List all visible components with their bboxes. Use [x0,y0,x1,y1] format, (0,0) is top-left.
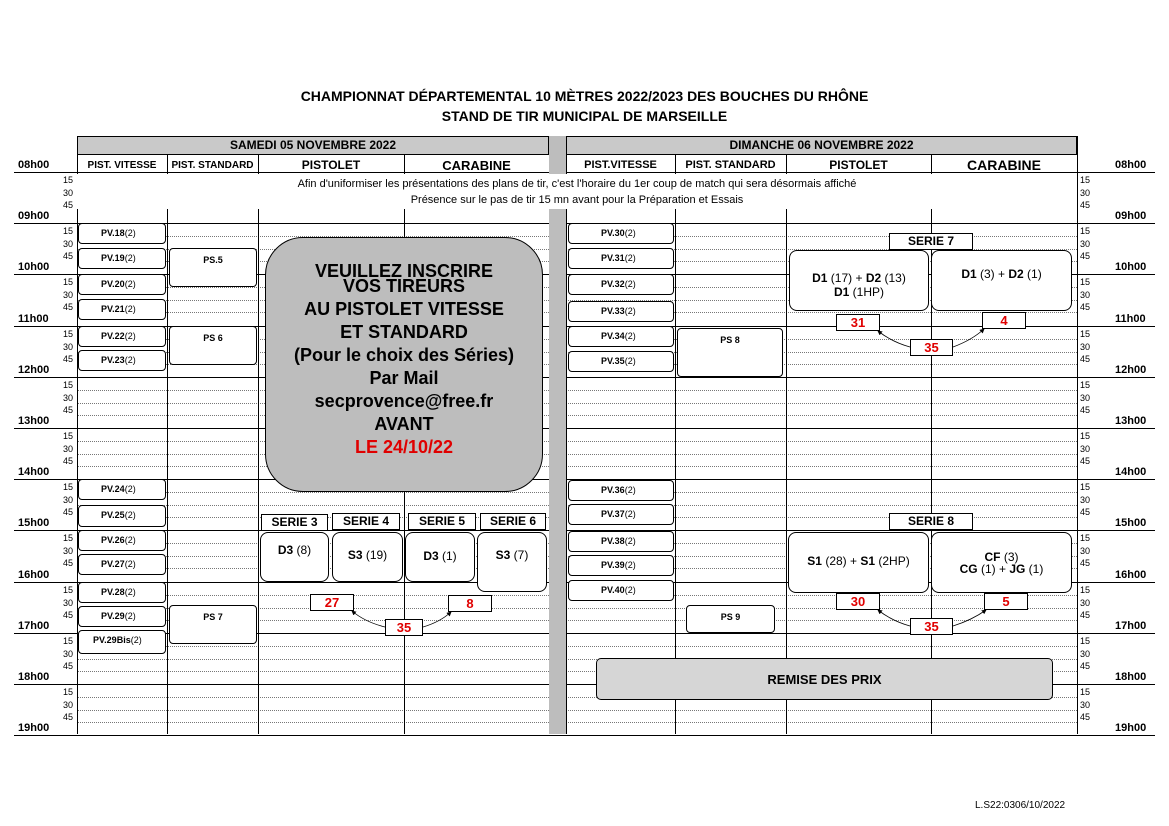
minute-label-left: 15 [63,380,74,390]
minute-label-right: 30 [1080,290,1091,300]
minute-label-right: 15 [1080,175,1091,185]
title-line-2: STAND DE TIR MUNICIPAL DE MARSEILLE [441,108,728,124]
minute-label-left: 45 [63,558,74,568]
col-header-sun-carabine: CARABINE [967,157,1041,173]
pv-slot: PV.35(2) [568,351,674,372]
count-box: 27 [310,594,354,611]
minute-label-left: 30 [63,546,74,556]
minute-label-left: 45 [63,251,74,261]
minute-label-right: 15 [1080,585,1091,595]
ps-slot: PS.5 [169,248,257,287]
minute-label-left: 15 [63,329,74,339]
hour-label-right: 13h00 [1115,415,1147,427]
col-header-sat-pist-vitesse: PIST. VITESSE [87,160,157,171]
count-box: 35 [910,618,953,635]
minute-label-right: 15 [1080,533,1091,543]
pv-slot: PV.39(2) [568,555,674,576]
pv-slot: PV.36(2) [568,480,674,501]
minute-label-left: 15 [63,175,74,185]
hour-label-right: 19h00 [1115,722,1147,734]
pv-slot: PV.22(2) [78,326,166,347]
minute-label-right: 15 [1080,482,1091,492]
pv-slot: PV.29Bis(2) [78,630,166,654]
category-box: D3 (8) [260,532,329,582]
minute-label-left: 15 [63,585,74,595]
pv-slot: PV.20(2) [78,274,166,295]
minute-label-right: 45 [1080,405,1091,415]
pv-slot: PV.32(2) [568,274,674,295]
hour-label-left: 13h00 [18,415,50,427]
notice-line: VEUILLEZ INSCRIRE [314,261,493,281]
minute-label-left: 30 [63,495,74,505]
pv-slot: PV.33(2) [568,301,674,322]
serie-label: SERIE 7 [889,233,973,250]
serie-label: SERIE 6 [480,513,546,530]
minute-label-left: 30 [63,239,74,249]
pv-slot: PV.24(2) [78,479,166,500]
minute-label-right: 45 [1080,507,1091,517]
minute-label-left: 45 [63,507,74,517]
hour-label-right: 09h00 [1115,210,1147,222]
hour-label-left: 15h00 [18,517,50,529]
category-box: S1 (28) + S1 (2HP) [788,532,929,593]
minute-label-left: 15 [63,687,74,697]
minute-label-left: 45 [63,302,74,312]
minute-label-left: 45 [63,712,74,722]
hour-label-right: 10h00 [1115,261,1147,273]
hour-label-right: 08h00 [1115,159,1147,171]
count-box: 4 [982,312,1026,329]
ps-slot: PS 6 [169,326,257,365]
minute-label-right: 30 [1080,649,1091,659]
minute-label-right: 30 [1080,239,1091,249]
pv-slot: PV.21(2) [78,299,166,320]
minute-label-left: 45 [63,405,74,415]
serie-label: SERIE 8 [889,513,973,530]
minute-label-right: 15 [1080,636,1091,646]
notice-line: (Pour le choix des Séries) [293,345,515,365]
hour-label-left: 11h00 [18,313,49,325]
category-box: S3 (7) [477,532,547,592]
minute-label-right: 15 [1080,380,1091,390]
notice-line: AU PISTOLET VITESSE [304,299,504,319]
minute-label-left: 45 [63,661,74,671]
category-box: D1 (3) + D2 (1) [931,250,1072,311]
count-box: 35 [910,339,953,356]
minute-label-left: 15 [63,431,74,441]
notice-line: VOS TIREURS [342,276,466,296]
minute-label-right: 15 [1080,277,1091,287]
minute-label-right: 45 [1080,558,1091,568]
minute-label-left: 30 [63,290,74,300]
hour-label-left: 12h00 [18,364,50,376]
hour-label-left: 19h00 [18,722,50,734]
minute-label-right: 30 [1080,495,1091,505]
day-header-saturday: SAMEDI 05 NOVEMBRE 2022 [77,136,549,155]
col-header-sat-carabine: CARABINE [442,158,511,173]
pv-slot: PV.18(2) [78,223,166,244]
hour-label-right: 11h00 [1115,313,1146,325]
minute-label-left: 45 [63,200,74,210]
notice-line: ET STANDARD [340,322,468,342]
pv-slot: PV.19(2) [78,248,166,269]
minute-label-left: 30 [63,444,74,454]
minute-label-left: 15 [63,533,74,543]
hour-label-left: 16h00 [18,569,50,581]
minute-label-right: 30 [1080,342,1091,352]
prize-ceremony: REMISE DES PRIX [596,658,1053,700]
pv-slot: PV.38(2) [568,531,674,552]
pv-slot: PV.27(2) [78,554,166,575]
serie-label: SERIE 3 [261,514,328,531]
category-box: CF (3) CG (1) + JG (1) [931,532,1072,593]
minute-label-right: 30 [1080,546,1091,556]
col-header-sun-pist-vitesse: PIST.VITESSE [584,159,657,171]
pv-slot: PV.37(2) [568,504,674,525]
minute-label-right: 30 [1080,700,1091,710]
hour-label-left: 10h00 [18,261,50,273]
document-reference: L.S22:0306/10/2022 [975,800,1066,811]
pv-slot: PV.40(2) [568,580,674,601]
pv-slot: PV.30(2) [568,223,674,244]
minute-label-right: 15 [1080,687,1091,697]
pv-slot: PV.26(2) [78,530,166,551]
category-box: S3 (19) [332,532,403,582]
pv-slot: PV.28(2) [78,582,166,603]
minute-label-right: 45 [1080,354,1091,364]
minute-label-left: 30 [63,393,74,403]
minute-label-left: 45 [63,610,74,620]
hour-label-right: 18h00 [1115,671,1147,683]
hour-label-right: 12h00 [1115,364,1147,376]
count-box: 8 [448,595,492,612]
minute-label-left: 15 [63,482,74,492]
minute-label-left: 15 [63,636,74,646]
col-header-sat-pistolet: PISTOLET [301,158,361,172]
minute-label-right: 30 [1080,444,1091,454]
notice-deadline: LE 24/10/22 [354,437,454,457]
ps-slot: PS 7 [169,605,257,644]
minute-label-left: 30 [63,598,74,608]
hour-label-left: 09h00 [18,210,50,222]
hour-label-right: 16h00 [1115,569,1147,581]
count-box: 5 [984,593,1028,610]
hour-label-left: 14h00 [18,466,50,478]
ps-slot: PS 9 [686,605,775,633]
minute-label-left: 45 [63,354,74,364]
col-header-sat-pist-standard: PIST. STANDARD [171,160,254,171]
minute-label-right: 30 [1080,188,1091,198]
hour-label-left: 17h00 [18,620,50,632]
pv-slot: PV.34(2) [568,326,674,347]
pv-slot: PV.29(2) [78,606,166,627]
ps-slot: PS 8 [677,328,783,377]
serie-label: SERIE 4 [332,513,400,530]
minute-label-left: 30 [63,700,74,710]
serie-label: SERIE 5 [408,513,476,530]
minute-label-right: 45 [1080,712,1091,722]
pv-slot: PV.23(2) [78,350,166,371]
info-line-1: Afin d'uniformiser les présentations des plans de tir, c'est l'horaire du 1er coup de match qui sera désormais affiché [297,178,857,190]
category-box: D1 (17) + D2 (13) D1 (1HP) [789,250,929,311]
minute-label-left: 30 [63,188,74,198]
minute-label-left: 15 [63,277,74,287]
minute-label-right: 45 [1080,251,1091,261]
hour-label-left: 18h00 [18,671,50,683]
minute-label-right: 30 [1080,393,1091,403]
count-box: 31 [836,314,880,331]
notice-email: secprovence@free.fr [314,391,494,411]
minute-label-right: 45 [1080,610,1091,620]
count-box: 30 [836,593,880,610]
hour-label-right: 15h00 [1115,517,1147,529]
minute-label-left: 45 [63,456,74,466]
hour-label-right: 14h00 [1115,466,1147,478]
minute-label-right: 15 [1080,329,1091,339]
minute-label-right: 45 [1080,661,1091,671]
minute-label-left: 30 [63,649,74,659]
hour-label-left: 08h00 [18,159,50,171]
minute-label-right: 15 [1080,431,1091,441]
minute-label-right: 45 [1080,456,1091,466]
day-header-sunday: DIMANCHE 06 NOVEMBRE 2022 [566,136,1077,155]
notice-line: AVANT [374,414,434,434]
hour-label-right: 17h00 [1115,620,1147,632]
count-box: 35 [385,619,423,636]
minute-label-left: 30 [63,342,74,352]
pv-slot: PV.25(2) [78,505,166,527]
minute-label-right: 30 [1080,598,1091,608]
minute-label-right: 45 [1080,302,1091,312]
col-header-sun-pistolet: PISTOLET [829,158,888,172]
col-header-sun-pist-standard: PIST. STANDARD [685,159,776,171]
minute-label-right: 45 [1080,200,1091,210]
category-box: D3 (1) [405,532,475,582]
title-line-1: CHAMPIONNAT DÉPARTEMENTAL 10 MÈTRES 2022/2023 DES BOUCHES DU RHÔNE [300,88,869,104]
notice-line: Par Mail [369,368,439,388]
info-line-2: Présence sur le pas de tir 15 mn avant pour la Préparation et Essais [410,194,744,206]
minute-label-right: 15 [1080,226,1091,236]
minute-label-left: 15 [63,226,74,236]
pv-slot: PV.31(2) [568,248,674,269]
